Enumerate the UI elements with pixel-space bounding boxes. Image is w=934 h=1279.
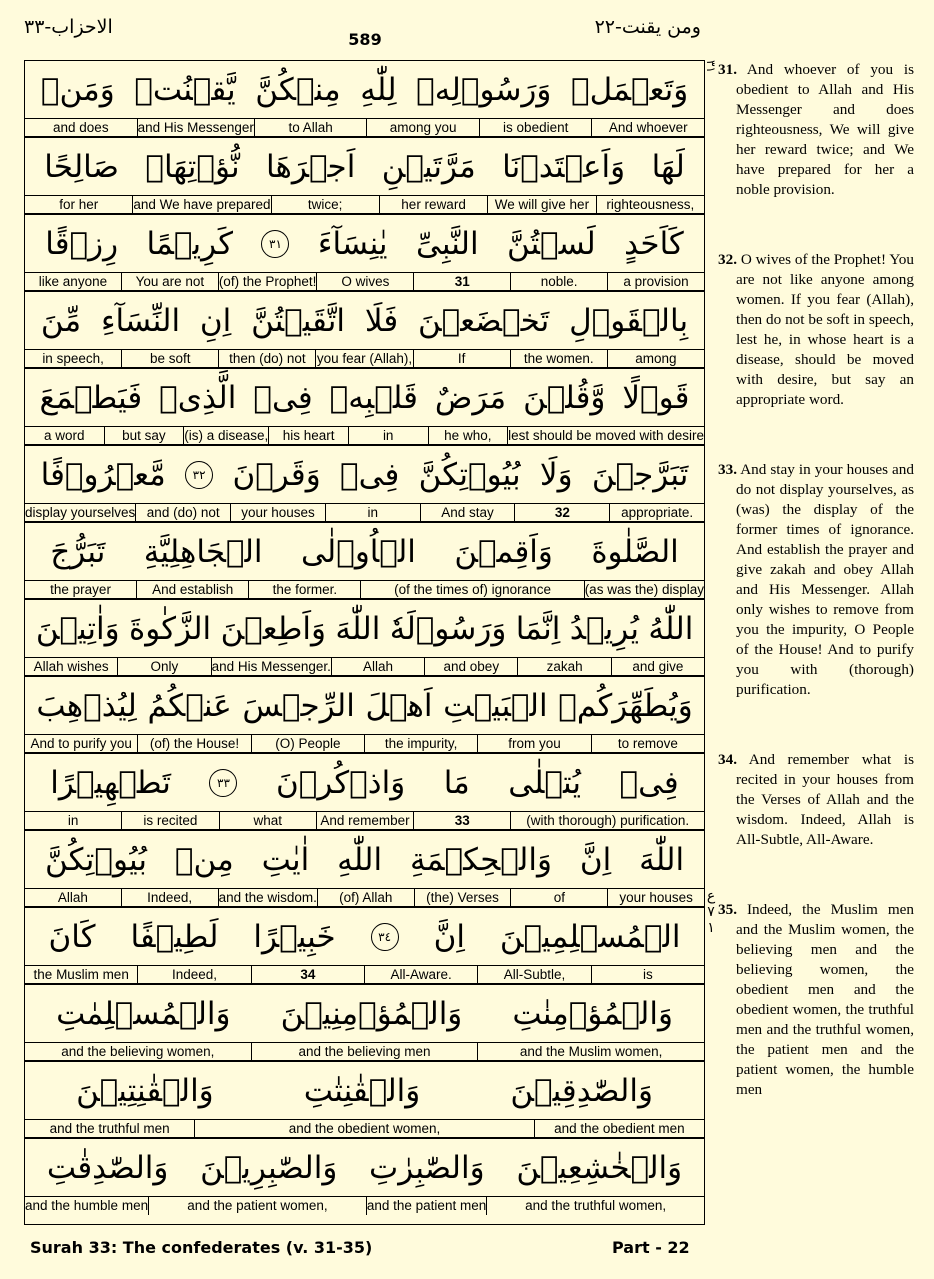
footer-surah-info: Surah 33: The confederates (v. 31-35) <box>30 1238 373 1257</box>
arabic-word: اتَّقَيۡتُنَّ <box>251 302 345 339</box>
arabic-word: وَالۡمُسۡلِمٰتِ <box>56 995 231 1032</box>
arabic-word: مَّعۡرُوۡفًا <box>40 456 166 493</box>
gloss-cell: in <box>348 427 428 445</box>
gloss-cell: and the obedient women, <box>194 1120 534 1138</box>
gloss-cell: appropriate. <box>609 504 704 522</box>
gloss-cell: and does <box>53 120 109 135</box>
gloss-cell: and the believing women, <box>61 1044 215 1059</box>
arabic-line <box>25 908 704 965</box>
arabic-word: وَالصّٰدِقٰتِ <box>46 1149 169 1186</box>
gloss-cell: he who, <box>428 427 508 445</box>
arabic-word: اللّٰهَ <box>639 841 685 878</box>
gloss-cell: Allah <box>331 658 424 676</box>
arabic-line <box>25 985 704 1042</box>
arabic-word: لَطِيۡفًا <box>130 918 219 955</box>
gloss-cell: and (do) not <box>135 504 230 522</box>
english-gloss-line <box>25 1042 704 1061</box>
english-gloss-line <box>25 580 704 599</box>
gloss-cell: And stay <box>420 504 515 522</box>
arabic-word: كَاَحَدٍ <box>624 225 684 262</box>
gloss-cell: you fear (Allah), <box>316 351 413 366</box>
arabic-word: لِلّٰهِ <box>360 71 397 108</box>
arabic-word: الۡاُوۡلٰى <box>300 533 416 570</box>
arabic-word: يُرِيۡدُ <box>569 610 639 647</box>
verse-row <box>25 908 704 985</box>
english-gloss-line <box>25 426 704 445</box>
arabic-word: وَلَا <box>539 456 573 493</box>
arabic-line <box>25 446 704 503</box>
arabic-word: عَنۡكُمُ <box>147 687 232 724</box>
gloss-cell: and His Messenger. <box>211 659 331 674</box>
translation-paragraph <box>718 460 914 700</box>
gloss-cell: and His Messenger <box>137 120 254 135</box>
footer-part: Part - 22 <box>612 1238 690 1257</box>
verse-number: 34. <box>718 751 737 768</box>
arabic-word: لَسۡتُنَّ <box>507 225 596 262</box>
gloss-cell: And establish <box>136 581 248 599</box>
arabic-word: مَا <box>443 764 470 801</box>
gloss-cell: You are not <box>121 273 218 291</box>
verse-row <box>25 985 704 1062</box>
verse-number: 33. <box>718 461 737 478</box>
arabic-word: الۡبَيۡتِ <box>443 687 548 724</box>
arabic-word: بُيُوۡتِكُنَّ <box>418 456 521 493</box>
english-gloss-line <box>25 195 704 214</box>
gloss-cell: of <box>510 889 607 907</box>
arabic-line <box>25 138 704 195</box>
arabic-line <box>25 677 704 734</box>
arabic-word: وَيُطَهِّرَكُمۡ <box>558 687 693 724</box>
translation-text: O wives of the Prophet! You are not like anyone among women. If you fear (Allah), then do not be soft in speech, lest he, in whose heart is a disease, should be moved with desire, but say an appropriate word. <box>736 251 914 408</box>
arabic-word: قَلۡبِهٖ <box>329 379 418 416</box>
gloss-cell: in <box>67 813 79 828</box>
english-gloss-line <box>25 734 704 753</box>
gloss-cell: and the patient men <box>366 1198 487 1213</box>
verse-row <box>25 677 704 754</box>
gloss-cell: his heart <box>268 427 348 445</box>
gloss-cell: (is) a disease, <box>184 428 269 443</box>
arabic-word: الۡجَاهِلِيَّةِ <box>143 533 263 570</box>
page-number: 589 <box>348 30 382 49</box>
verse-row <box>25 600 704 677</box>
arabic-word: خَبِيۡرًا <box>253 918 336 955</box>
translation-paragraph <box>718 250 914 410</box>
gloss-cell: (of the times of) ignorance <box>360 581 583 599</box>
gloss-cell: what <box>219 812 316 830</box>
arabic-word: وَّقُلۡنَ <box>523 379 606 416</box>
gloss-cell: and the believing men <box>251 1043 478 1061</box>
verse-row <box>25 1139 704 1226</box>
gloss-cell: zakah <box>517 658 610 676</box>
gloss-cell: and We have prepared <box>133 197 271 212</box>
english-gloss-line <box>25 811 704 830</box>
arabic-word: تَخۡضَعۡنَ <box>418 302 550 339</box>
gloss-cell: (O) People <box>251 735 364 753</box>
gloss-cell: (of) the House! <box>137 735 250 753</box>
arabic-word: يَّقۡنُتۡ <box>134 71 236 108</box>
english-gloss-line <box>25 1119 704 1138</box>
arabic-word: فِىۡ <box>253 379 313 416</box>
gloss-cell: among <box>607 350 704 368</box>
arabic-line <box>25 754 704 811</box>
arabic-line <box>25 215 704 272</box>
ayah-number-marker: ٣٢ <box>185 461 213 489</box>
gloss-cell: the prayer <box>50 582 111 597</box>
english-gloss-line <box>25 349 704 368</box>
verse-row <box>25 61 704 138</box>
verse-number-cell: 32 <box>514 504 609 522</box>
translation-paragraph <box>718 60 914 200</box>
verse-row <box>25 831 704 908</box>
arabic-word: وَاذۡكُرۡنَ <box>275 764 406 801</box>
arabic-word: بُيُوۡتِكُنَّ <box>45 841 147 878</box>
gloss-cell: and the truthful men <box>49 1121 170 1136</box>
juz-name-header: ومن يقنت-٢٢ <box>594 16 701 38</box>
gloss-cell: and the patient women, <box>148 1197 366 1215</box>
gloss-cell: her reward <box>379 196 487 214</box>
arabic-word: اِنِ <box>199 302 232 339</box>
gloss-cell: righteousness, <box>596 196 704 214</box>
english-gloss-line <box>25 965 704 984</box>
gloss-cell: then (do) not <box>218 350 315 368</box>
arabic-word: وَمَنۡ <box>40 71 115 108</box>
verse-number: 35. <box>718 901 737 918</box>
arabic-word: رِزۡقًا <box>45 225 119 262</box>
arabic-word: وَالۡقٰنِتِيۡنَ <box>76 1072 214 1109</box>
arabic-line <box>25 61 704 118</box>
ayah-number-marker: ٣٣ <box>209 769 237 797</box>
arabic-word: فِىۡ <box>340 456 400 493</box>
gloss-cell: for her <box>59 197 99 212</box>
gloss-cell: (of) the Prophet! <box>218 274 317 289</box>
word-by-word-grid <box>24 60 705 1225</box>
gloss-cell: (as was the) display <box>584 582 704 597</box>
verse-number-cell: 33 <box>413 812 510 830</box>
verse-row <box>25 369 704 446</box>
gloss-cell: (with thorough) purification. <box>510 812 704 830</box>
arabic-word: وَالۡحِكۡمَةِ <box>410 841 552 878</box>
arabic-word: الزَّكٰوةَ <box>128 610 212 647</box>
gloss-cell: and the wisdom. <box>218 890 317 905</box>
arabic-word: وَاَطِعۡنَ <box>220 610 326 647</box>
translation-column <box>718 60 914 1100</box>
gloss-cell: If <box>413 350 510 368</box>
arabic-word: كَانَ <box>48 918 96 955</box>
arabic-word: نُّؤۡتِهَاۤ <box>145 148 240 185</box>
arabic-word: الرِّجۡسَ <box>242 687 355 724</box>
arabic-word: اِنَّ <box>433 918 465 955</box>
translation-text: And stay in your houses and do not display yourselves, as (was) the display of the former times of ignorance. And establish the prayer and give zakah and obey Allah and His Messenger. Allah only wishes to remove from you the impurity, O People of the House! And to purify you with (thorough) purification. <box>736 461 914 698</box>
verse-row <box>25 446 704 523</box>
arabic-word: قَوۡلًا <box>622 379 690 416</box>
arabic-word: وَرَسُوۡلَهٗ <box>389 610 507 647</box>
arabic-line <box>25 369 704 426</box>
gloss-cell: but say <box>104 427 184 445</box>
translation-text: And whoever of you is obedient to Allah and His Messenger and does righteousness, We will give her reward twice; and We have prepared for her a noble provision. <box>736 61 914 198</box>
english-gloss-line <box>25 657 704 676</box>
gloss-cell: be soft <box>121 350 218 368</box>
gloss-cell: We will give her <box>487 196 595 214</box>
english-gloss-line <box>25 272 704 291</box>
gloss-cell: the impurity, <box>364 735 477 753</box>
verse-row <box>25 215 704 292</box>
arabic-word: مِنۡكُنَّ <box>255 71 341 108</box>
arabic-word: يٰنِسَآءَ <box>317 225 388 262</box>
gloss-cell: the former. <box>248 581 360 599</box>
arabic-word: فَيَطۡمَعَ <box>39 379 143 416</box>
arabic-word: اللّٰهَ <box>335 610 381 647</box>
gloss-cell: the women. <box>510 350 607 368</box>
arabic-word: فِىۡ <box>619 764 679 801</box>
arabic-word: تَبَرَّجۡنَ <box>591 456 689 493</box>
translation-paragraph <box>718 900 914 1100</box>
gloss-cell: in speech, <box>42 351 104 366</box>
gloss-cell: among you <box>366 119 479 137</box>
translation-paragraph <box>718 750 914 850</box>
verse-number-cell: 31 <box>413 273 510 291</box>
gloss-cell: is recited <box>121 812 218 830</box>
gloss-cell: (the) Verses <box>414 889 511 907</box>
arabic-word: لَهَا <box>651 148 685 185</box>
margin-note: ٣١ <box>704 60 718 73</box>
gloss-cell: is <box>591 966 704 984</box>
arabic-word: صَالِحًا <box>44 148 119 185</box>
english-gloss-line <box>25 503 704 522</box>
gloss-cell: noble. <box>510 273 607 291</box>
arabic-word: وَالصّٰدِقِيۡنَ <box>510 1072 653 1109</box>
gloss-cell: lest should be moved with desire <box>508 428 704 443</box>
gloss-cell: Indeed, <box>137 966 250 984</box>
verse-number-cell: 34 <box>251 966 364 984</box>
arabic-word: النِّسَآءِ <box>100 302 181 339</box>
translation-text: Indeed, the Muslim men and the Muslim women, the believing men and the believing women, the obedient men and the obedient women, the truthful men and the truthful women, the patient men and the patient women, the humble men <box>736 901 914 1098</box>
arabic-line <box>25 1062 704 1119</box>
arabic-line <box>25 1139 704 1196</box>
arabic-line <box>25 831 704 888</box>
verse-number: 32. <box>718 251 737 268</box>
arabic-line <box>25 600 704 657</box>
gloss-cell: display yourselves <box>25 505 136 520</box>
translation-text: And remember what is recited in your houses from the Verses of Allah and the wisdom. Indeed, Allah is All-Subtle, All-Aware. <box>736 751 914 848</box>
gloss-cell: your houses <box>607 889 704 907</box>
arabic-word: وَرَسُوۡلِهٖ <box>416 71 552 108</box>
arabic-word: مَرَّتَيۡنِ <box>381 148 476 185</box>
verse-row <box>25 138 704 215</box>
gloss-cell: a word <box>44 428 85 443</box>
gloss-cell: and the humble men <box>25 1198 149 1213</box>
arabic-word: تَبَرُّجَ <box>50 533 106 570</box>
gloss-cell: a provision <box>607 273 704 291</box>
gloss-cell: and the obedient men <box>534 1120 704 1138</box>
arabic-word: الۡمُسۡلِمِيۡنَ <box>499 918 681 955</box>
verse-row <box>25 754 704 831</box>
arabic-word: وَاَقِمۡنَ <box>454 533 553 570</box>
gloss-cell: to remove <box>591 735 704 753</box>
arabic-word: كَرِيۡمًا <box>146 225 234 262</box>
arabic-word: وَاَعۡتَدۡنَا <box>502 148 626 185</box>
gloss-cell: And whoever <box>591 119 704 137</box>
gloss-cell: All-Subtle, <box>477 966 590 984</box>
arabic-word: وَالۡقٰنِتٰتِ <box>303 1072 421 1109</box>
arabic-word: اِنَّمَا <box>515 610 561 647</box>
gloss-cell: twice; <box>271 196 379 214</box>
arabic-word: لِيُذۡهِبَ <box>36 687 137 724</box>
gloss-cell: (of) Allah <box>317 889 414 907</box>
gloss-cell: your houses <box>230 504 325 522</box>
verse-row <box>25 523 704 600</box>
arabic-line <box>25 523 704 580</box>
arabic-word: وَالصّٰبِرٰتِ <box>369 1149 485 1186</box>
gloss-cell: And remember <box>316 812 413 830</box>
arabic-word: فَلَا <box>364 302 399 339</box>
ayah-number-marker: ٣٤ <box>371 923 399 951</box>
gloss-cell: to Allah <box>254 119 367 137</box>
arabic-word: تَطۡهِيۡرًا <box>50 764 171 801</box>
ruku-marker: ع ٧ ١ <box>706 888 716 936</box>
arabic-word: الَّذِىۡ <box>159 379 237 416</box>
arabic-word: اللّٰهُ <box>648 610 694 647</box>
ayah-number-marker: ٣١ <box>261 230 289 258</box>
arabic-word: اِنَّ <box>579 841 612 878</box>
verse-number: 31. <box>718 61 737 78</box>
arabic-word: مَرَضٌ <box>434 379 507 416</box>
arabic-word: مِنۡ <box>174 841 234 878</box>
gloss-cell: from you <box>477 735 590 753</box>
gloss-cell: All-Aware. <box>364 966 477 984</box>
arabic-word: اَهۡلَ <box>365 687 433 724</box>
gloss-cell: Allah wishes <box>33 659 109 674</box>
verse-row <box>25 292 704 369</box>
gloss-cell: and the Muslim women, <box>477 1043 704 1061</box>
english-gloss-line <box>25 888 704 907</box>
arabic-word: وَالۡخٰشِعِيۡنَ <box>516 1149 683 1186</box>
arabic-word: وَالصّٰبِرِيۡنَ <box>200 1149 338 1186</box>
gloss-cell: like anyone <box>38 274 108 289</box>
arabic-word: وَاٰتِيۡنَ <box>35 610 120 647</box>
gloss-cell: in <box>325 504 420 522</box>
gloss-cell: O wives <box>316 273 413 291</box>
gloss-cell: Indeed, <box>121 889 218 907</box>
english-gloss-line <box>25 1196 704 1215</box>
arabic-word: اللّٰهِ <box>337 841 383 878</box>
arabic-word: وَقَرۡنَ <box>232 456 321 493</box>
arabic-word: وَتَعۡمَلۡ <box>571 71 689 108</box>
arabic-word: اَجۡرَهَا <box>266 148 356 185</box>
gloss-cell: Allah <box>57 890 88 905</box>
english-gloss-line <box>25 118 704 137</box>
arabic-word: وَالۡمُؤۡمِنِيۡنَ <box>280 995 463 1032</box>
surah-name-header: الاحزاب-٣٣ <box>24 16 113 38</box>
arabic-word: النَّبِىِّ <box>416 225 479 262</box>
arabic-word: الصَّلٰوةَ <box>591 533 679 570</box>
arabic-word: يُتۡلٰى <box>508 764 581 801</box>
gloss-cell: Only <box>117 658 210 676</box>
gloss-cell: the Muslim men <box>33 967 129 982</box>
gloss-cell: is obedient <box>479 119 592 137</box>
arabic-word: وَالۡمُؤۡمِنٰتِ <box>512 995 673 1032</box>
arabic-word: مِّنَ <box>40 302 82 339</box>
arabic-word: بِالۡقَوۡلِ <box>569 302 689 339</box>
verse-row <box>25 1062 704 1139</box>
arabic-word: اٰيٰتِ <box>261 841 310 878</box>
gloss-cell: and the truthful women, <box>486 1197 704 1215</box>
gloss-cell: and obey <box>424 658 517 676</box>
gloss-cell: And to purify you <box>30 736 132 751</box>
arabic-line <box>25 292 704 349</box>
gloss-cell: and give <box>611 658 704 676</box>
